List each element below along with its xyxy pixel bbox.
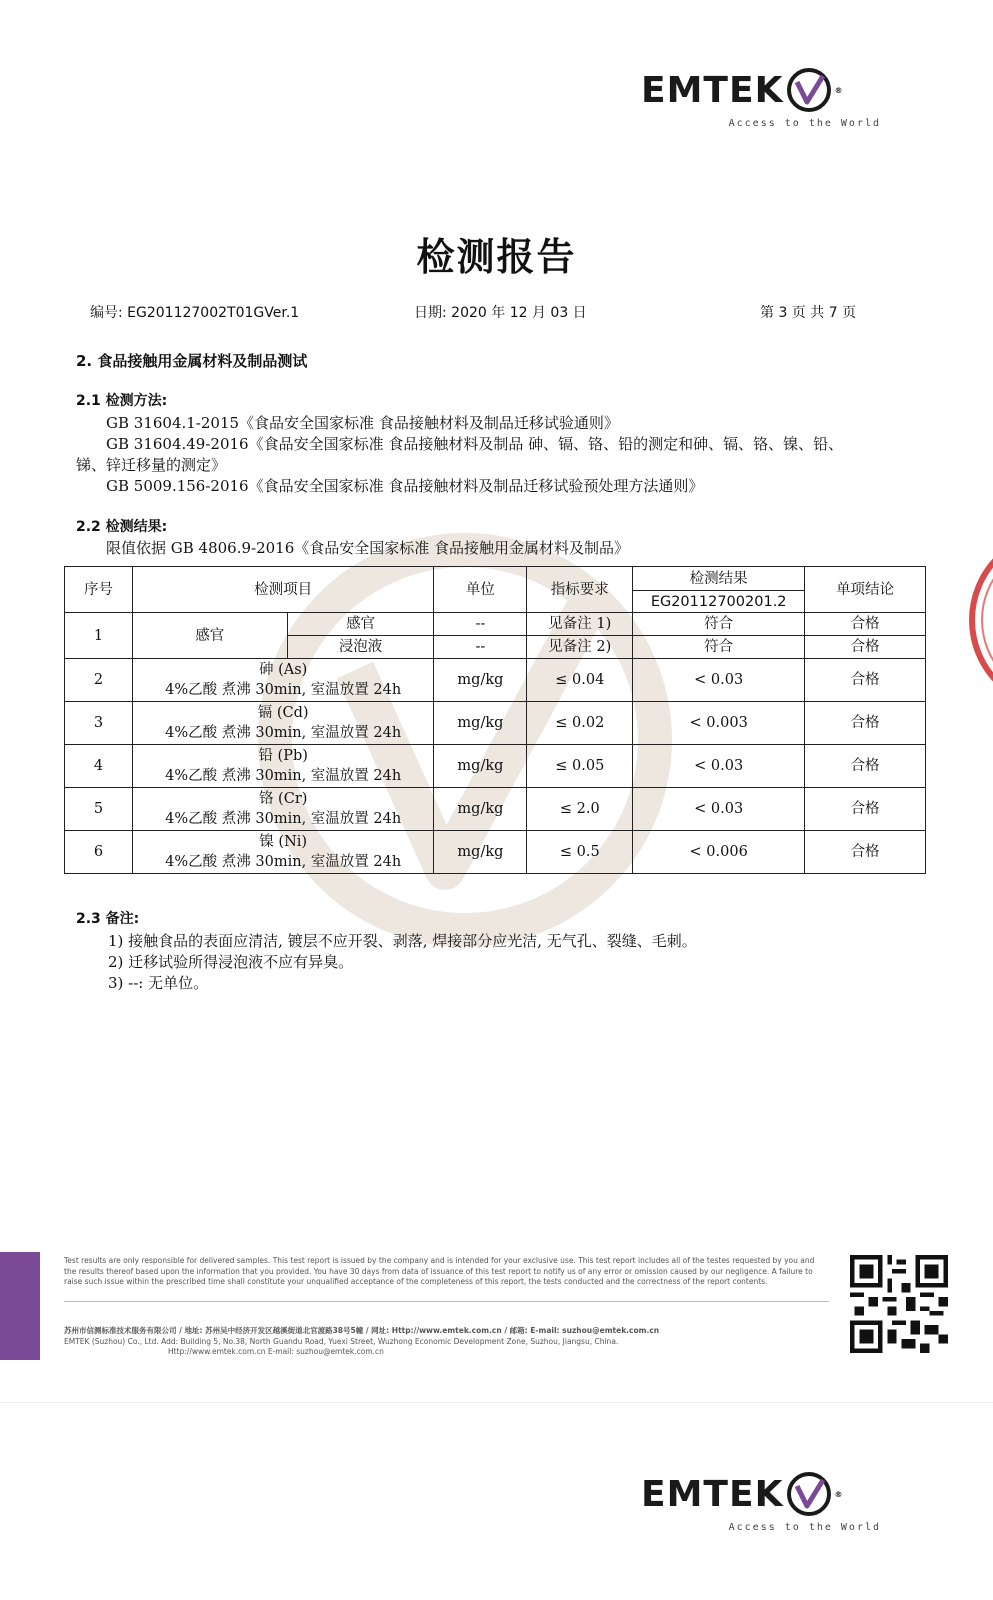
registered-mark: ® [834,85,844,95]
method-line: 锑、锌迁移量的测定》 [76,456,227,474]
method-line: GB 5009.156-2016《食品安全国家标准 食品接触材料及制品迁移试验预处理方法通则》 [106,477,704,495]
row-item [132,745,434,788]
emtek-check-mark-icon [785,1470,833,1518]
row-result: < 0.03 [633,788,805,831]
row-unit: mg/kg [434,831,527,874]
table-row [65,613,926,636]
header-sample-id: EG20112700201.2 [633,591,805,613]
footer-accent-bar [0,1252,40,1360]
row-element: 镍 (Ni) [259,834,308,850]
logo-wordmark: EMTEK [641,1473,784,1515]
row-result: < 0.003 [633,702,805,745]
emtek-logo-top [641,66,881,129]
row-conclusion: 合格 [805,745,926,788]
header-req: 指标要求 [527,567,633,613]
note-line: 3) --: 无单位。 [108,974,209,992]
methods-heading: 2.1 检测方法: [76,393,168,409]
footer-address-en: EMTEK (Suzhou) Co., Ltd. Add: Building 5, No.38, North Guandu Road, Yuexi Street, Wuzhong Economic Development Zone, Suzhou, Jiangsu, China. [64,1336,619,1346]
header-conclusion: 单项结论 [805,567,926,613]
footer-disclaimer: Test results are only responsible for delivered samples. This test report is issued by the company and is intended for your exclusive use. This test report includes all of the testes requested by you and the results thereof based upon the information that you provided. You have 30 days from data of issuance of this test report to notify us of any error or omission caused by our negligence. A failure to raise such issue within the prescribed time shall constitute your unqualified acceptance of the completeness of this report, the tests conducted and the correctness of the report contents. [64,1256,815,1286]
page-indicator: 第 3 页 共 7 页 [760,305,857,321]
row-no: 2 [65,659,133,702]
footer-divider [64,1301,829,1302]
row-req: ≤ 2.0 [527,788,633,831]
row-unit: -- [434,613,527,636]
report-title: 检测报告 [416,234,577,279]
row-req: ≤ 0.02 [527,702,633,745]
row-no: 3 [65,702,133,745]
row-condition: 4%乙酸 煮沸 30min, 室温放置 24h [165,768,402,784]
row-item [132,831,434,874]
row-req: ≤ 0.5 [527,831,633,874]
row-item: 感官 [132,613,287,659]
logo-tagline: Access to the World [728,1522,881,1533]
row-condition: 4%乙酸 煮沸 30min, 室温放置 24h [165,854,402,870]
row-item [132,702,434,745]
row-req: ≤ 0.05 [527,745,633,788]
table-row [65,702,926,745]
row-conclusion: 合格 [805,788,926,831]
header-unit: 单位 [434,567,527,613]
row-unit: mg/kg [434,788,527,831]
row-no: 1 [65,613,133,659]
header-item: 检测项目 [132,567,434,613]
row-subitem: 浸泡液 [287,636,434,659]
method-line: GB 31604.49-2016《食品安全国家标准 食品接触材料及制品 砷、镉、铬、铅的测定和砷、镉、铬、镍、铅、 [106,435,844,453]
row-result: 符合 [633,636,805,659]
row-no: 6 [65,831,133,874]
note-line: 2) 迁移试验所得浸泡液不应有异臭。 [108,953,354,971]
row-condition: 4%乙酸 煮沸 30min, 室温放置 24h [165,725,402,741]
report-date: 日期: 2020 年 12 月 03 日 [414,305,587,321]
row-conclusion: 合格 [805,659,926,702]
row-item [132,659,434,702]
table-row [65,745,926,788]
table-row [65,831,926,874]
emtek-logo-bottom [641,1470,881,1533]
row-unit: -- [434,636,527,659]
results-table [64,566,926,874]
table-header-row [65,567,926,591]
row-result: < 0.006 [633,831,805,874]
row-item [132,788,434,831]
row-condition: 4%乙酸 煮沸 30min, 室温放置 24h [165,811,402,827]
row-element: 铬 (Cr) [258,791,308,807]
row-result: < 0.03 [633,659,805,702]
footer-address-web: Http://www.emtek.com.cn E-mail: suzhou@emtek.com.cn [168,1347,384,1356]
row-result: < 0.03 [633,745,805,788]
footer-address [64,1326,829,1358]
row-req: ≤ 0.04 [527,659,633,702]
row-element: 镉 (Cd) [257,705,309,721]
qr-code-icon [850,1255,948,1353]
row-conclusion: 合格 [805,702,926,745]
emtek-check-mark-icon [785,66,833,114]
row-unit: mg/kg [434,745,527,788]
row-unit: mg/kg [434,659,527,702]
row-conclusion: 合格 [805,613,926,636]
header-result: 检测结果 [633,567,805,591]
note-line: 1) 接触食品的表面应清洁, 镀层不应开裂、剥落, 焊接部分应光洁, 无气孔、裂缝、毛刺。 [108,932,697,950]
row-no: 4 [65,745,133,788]
header-no: 序号 [65,567,133,613]
row-subitem: 感官 [287,613,434,636]
notes-heading: 2.3 备注: [76,911,140,927]
limit-basis: 限值依据 GB 4806.9-2016《食品安全国家标准 食品接触用金属材料及制品》 [106,539,630,557]
registered-mark: ® [834,1489,844,1499]
results-heading: 2.2 检测结果: [76,519,168,535]
report-number: 编号: EG201127002T01GVer.1 [90,305,300,321]
table-row [65,788,926,831]
row-result: 符合 [633,613,805,636]
row-req: 见备注 2) [527,636,633,659]
logo-wordmark: EMTEK [641,69,784,111]
row-no: 5 [65,788,133,831]
row-condition: 4%乙酸 煮沸 30min, 室温放置 24h [165,682,402,698]
table-row [65,659,926,702]
row-req: 见备注 1) [527,613,633,636]
row-unit: mg/kg [434,702,527,745]
page-break [0,1402,993,1403]
footer-address-cn: 苏州市信测标准技术服务有限公司 / 地址: 苏州吴中经济开发区越溪街道北官渡路38号5幢 / 网址: Http://www.emtek.com.cn / 邮箱: E-mail: suzhou@emtek.com.cn [64,1326,660,1335]
row-element: 铅 (Pb) [258,748,308,764]
row-element: 砷 (As) [259,662,308,678]
logo-tagline: Access to the World [728,118,881,129]
row-conclusion: 合格 [805,636,926,659]
method-line: GB 31604.1-2015《食品安全国家标准 食品接触材料及制品迁移试验通则》 [106,414,619,432]
section-heading: 2. 食品接触用金属材料及制品测试 [76,352,308,370]
row-conclusion: 合格 [805,831,926,874]
seal-stamp-icon [965,520,993,720]
